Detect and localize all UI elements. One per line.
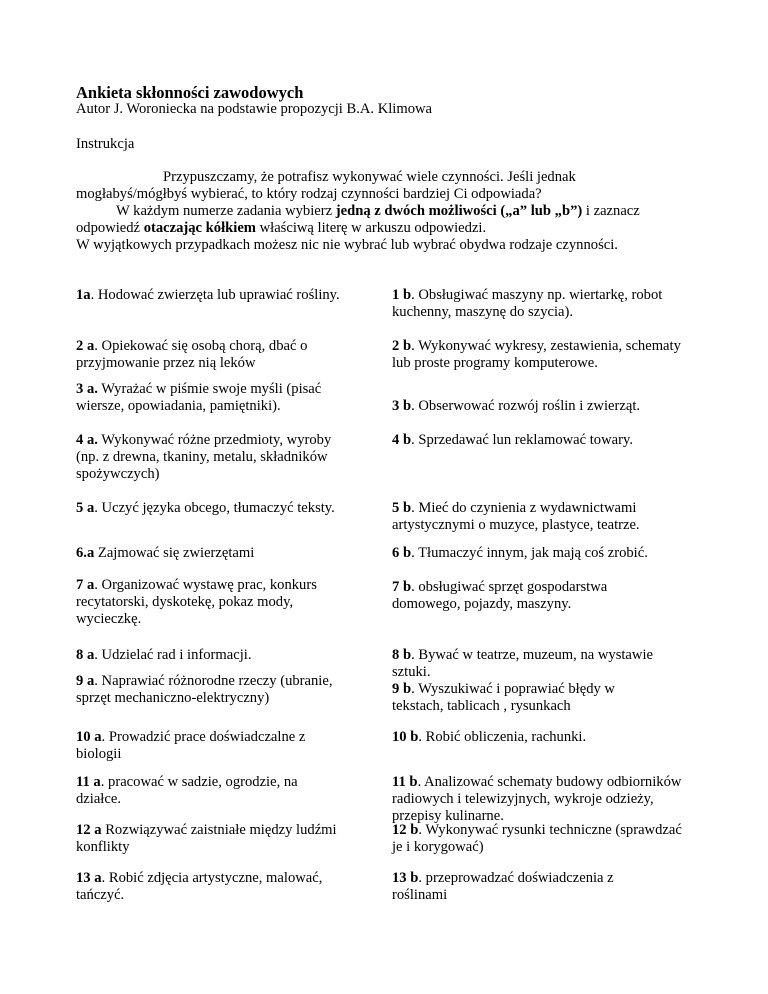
instruction-p2-line1: W każdym numerze zadania wybierz jedną z dwóch możliwości („a” lub „b”) i zaznacz (116, 203, 640, 219)
item-10a: 10 a. Prowadzić prace doświadczalne z biologii (76, 729, 306, 762)
instruction-p1-line1: Przypuszczamy, że potrafisz wykonywać wiele czynności. Jeśli jednak (163, 169, 576, 185)
item-1b: 1 b. Obsługiwać maszyny np. wiertarkę, robot kuchenny, maszynę do szycia). (392, 287, 663, 320)
instruction-p1-line2: mogłabyś/mógłbyś wybierać, to który rodzaj czynności bardziej Ci odpowiada? (76, 186, 542, 202)
instruction-p3: W wyjątkowych przypadkach możesz nic nie wybrać lub wybrać obydwa rodzaje czynności. (76, 237, 618, 253)
item-11b: 11 b. Analizować schematy budowy odbiorników radiowych i telewizyjnych, wykroje odzieży, przepisy kulinarne. (392, 774, 682, 824)
item-10b: 10 b. Robić obliczenia, rachunki. (392, 729, 587, 745)
item-1a: 1a. Hodować zwierzęta lub uprawiać rośliny. (76, 287, 340, 303)
item-13b: 13 b. przeprowadzać doświadczenia z roślinami (392, 870, 614, 903)
item-8a: 8 a. Udzielać rad i informacji. (76, 647, 252, 663)
item-12a: 12 a Rozwiązywać zaistniałe między ludźmi konflikty (76, 822, 337, 855)
page-title: Ankieta skłonności zawodowych (76, 83, 304, 102)
item-4b: 4 b. Sprzedawać lun reklamować towary. (392, 432, 633, 448)
item-7a: 7 a. Organizować wystawę prac, konkurs recytatorski, dyskotekę, pokaz mody, wycieczkę. (76, 577, 317, 627)
item-3a: 3 a. Wyrażać w piśmie swoje myśli (pisać wiersze, opowiadania, pamiętniki). (76, 381, 322, 414)
item-6b: 6 b. Tłumaczyć innym, jak mają coś zrobić. (392, 545, 648, 561)
item-5b: 5 b. Mieć do czynienia z wydawnictwami artystycznymi o muzyce, plastyce, teatrze. (392, 500, 640, 533)
instruction-p2-line2: odpowiedź otaczając kółkiem właściwą literę w arkuszu odpowiedzi. (76, 220, 487, 236)
item-2a: 2 a. Opiekować się osobą chorą, dbać o przyjmowanie przez nią leków (76, 338, 308, 371)
item-2b: 2 b. Wykonywać wykresy, zestawienia, schematy lub proste programy komputerowe. (392, 338, 681, 371)
item-8b: 8 b. Bywać w teatrze, muzeum, na wystawie sztuki. (392, 647, 653, 680)
item-5a: 5 a. Uczyć języka obcego, tłumaczyć teksty. (76, 500, 335, 516)
item-13a: 13 a. Robić zdjęcia artystyczne, malować, tańczyć. (76, 870, 323, 903)
item-7b: 7 b. obsługiwać sprzęt gospodarstwa domowego, pojazdy, maszyny. (392, 579, 608, 612)
item-6a: 6.a Zajmować się zwierzętami (76, 545, 255, 561)
item-11a: 11 a. pracować w sadzie, ogrodzie, na działce. (76, 774, 298, 807)
item-4a: 4 a. Wykonywać różne przedmioty, wyroby (np. z drewna, tkaniny, metalu, składników spożywczych) (76, 432, 332, 482)
instruction-heading: Instrukcja (76, 136, 135, 152)
item-12b: 12 b. Wykonywać rysunki techniczne (sprawdzać je i korygować) (392, 822, 682, 855)
author-line: Autor J. Woroniecka na podstawie propozycji B.A. Klimowa (76, 101, 433, 117)
item-9a: 9 a. Naprawiać różnorodne rzeczy (ubranie, sprzęt mechaniczno-elektryczny) (76, 673, 333, 706)
item-9b: 9 b. Wyszukiwać i poprawiać błędy w tekstach, tablicach , rysunkach (392, 681, 615, 714)
item-3b: 3 b. Obserwować rozwój roślin i zwierząt. (392, 398, 641, 414)
